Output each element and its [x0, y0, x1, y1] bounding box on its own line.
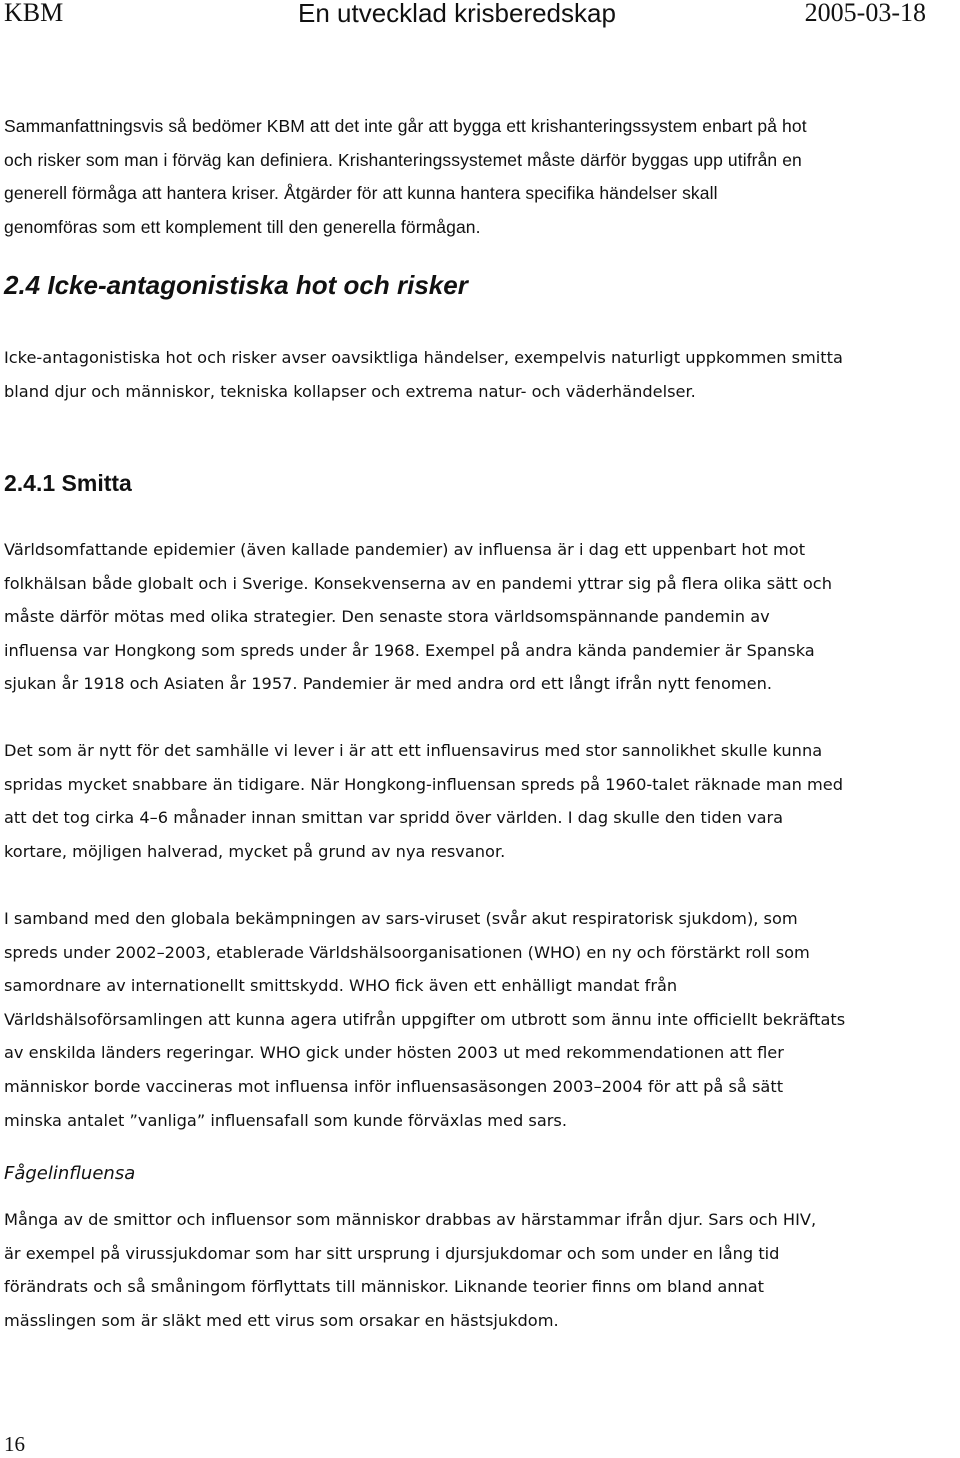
smitta-paragraph-3: I samband med den globala bekämpningen av sars-viruset (svår akut respiratorisk sjukdom), som spreds under 2002–2003, etablerade Världshälsoorganisationen (WHO) en ny och förstärkt roll som samordnare av internationellt smittskydd. WHO fick även ett enhälligt mandat från Världshälsoförsamlingen att kunna agera utifrån uppgifter om utbrott som ännu inte officiellt bekräftats av enskilda länders regeringar. WHO gick under hösten 2003 ut med rekommendationen att fler människor borde vaccineras mot influensa inför influensasäsongen 2003–2004 för att på så sätt minska antalet ”vanliga” influensafall som kunde förväxlas med sars. [4, 909, 846, 1130]
section-heading-2-4-1: 2.4.1 Smitta [4, 470, 132, 496]
smitta-paragraph-1: Världsomfattande epidemier (även kallade pandemier) av influensa är i dag ett uppenbart hot mot folkhälsan både globalt och i Sverige. Konsekvenserna av en pandemi yttrar sig på flera olika sätt och måste därför mötas med olika strategier. Den senaste stora världsomspännande pandemin av influensa var Hongkong som spreds under år 1968. Exempel på andra kända pandemier är Spanska sjukan år 1918 och Asiaten år 1957. Pandemier är med andra ord ett långt ifrån nytt fenomen. [4, 540, 832, 694]
page-number: 16 [4, 1432, 25, 1456]
section-2-4-paragraph: Icke-antagonistiska hot och risker avser oavsiktliga händelser, exempelvis naturligt uppkommen smitta bland djur och människor, tekniska kollapser och extrema natur- och väderhändelser. [4, 348, 843, 401]
subheading-fagelinfluensa: Fågelinfluensa [4, 1163, 136, 1184]
header-title: En utvecklad krisberedskap [298, 0, 616, 28]
intro-paragraph: Sammanfattningsvis så bedömer KBM att det inte går att bygga ett krishanteringssystem enbart på hot och risker som man i förväg kan definiera. Krishanteringssystemet måste därför byggas upp utifrån en generell förmåga att hantera kriser. Åtgärder för att kunna hantera specifika händelser skall genomföras som ett komplement till den generella förmågan. [4, 116, 807, 237]
section-heading-2-4: 2.4 Icke-antagonistiska hot och risker [4, 270, 468, 300]
page-header [0, 0, 960, 30]
fagelinfluensa-paragraph: Många av de smittor och influensor som människor drabbas av härstammar ifrån djur. Sars och HIV, är exempel på virussjukdomar som har sitt ursprung i djursjukdomar och som under en lång tid förändrats och så småningom förflyttats till människor. Liknande teorier finns om bland annat mässlingen som är släkt med ett virus som orsakar en hästsjukdom. [4, 1210, 817, 1330]
smitta-paragraph-2: Det som är nytt för det samhälle vi lever i är att ett influensavirus med stor sannolikhet skulle kunna spridas mycket snabbare än tidigare. När Hongkong-influensan spreds på 1960-talet räknade man med att det tog cirka 4–6 månader innan smittan var spridd över världen. I dag skulle den tiden vara kortare, möjligen halverad, mycket på grund av nya resvanor. [4, 741, 844, 861]
header-date: 2005-03-18 [804, 0, 926, 27]
header-organization: KBM [4, 0, 64, 27]
